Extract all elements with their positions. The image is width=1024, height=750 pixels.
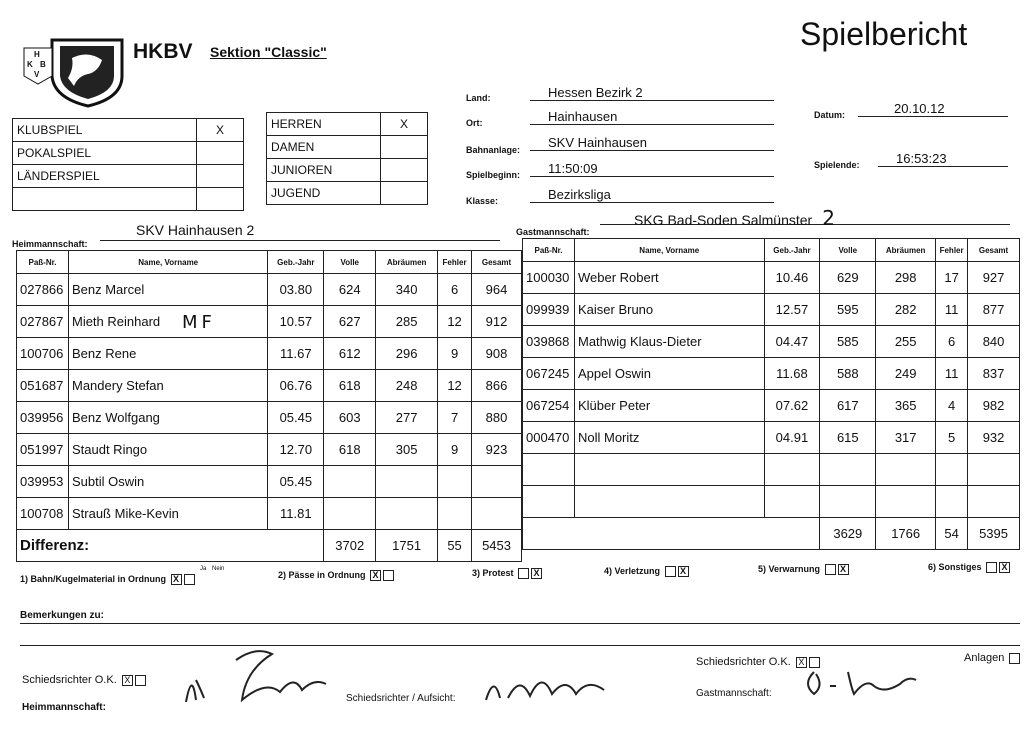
home-header-row bbox=[17, 251, 522, 274]
pass-nr-cell[interactable]: 100706 bbox=[17, 338, 69, 370]
gesamt-cell[interactable]: 866 bbox=[472, 370, 522, 402]
match-type-label: LÄNDERSPIEL bbox=[13, 165, 197, 188]
datum-value: 20.10.12 bbox=[894, 101, 945, 116]
birth-cell[interactable]: 10.46 bbox=[764, 262, 820, 294]
check-ja-box[interactable] bbox=[825, 564, 836, 575]
fehler-cell[interactable] bbox=[936, 454, 968, 486]
ja-header: Ja bbox=[200, 566, 207, 572]
player-row bbox=[523, 486, 1020, 518]
abraeumen-cell[interactable] bbox=[376, 498, 438, 530]
category-check[interactable] bbox=[381, 182, 428, 205]
gesamt-cell[interactable]: 840 bbox=[968, 326, 1020, 358]
player-row bbox=[17, 274, 522, 306]
col-header: Fehler bbox=[438, 251, 472, 274]
match-type-row bbox=[13, 188, 244, 211]
guest-header-row bbox=[523, 239, 1020, 262]
player-row bbox=[523, 326, 1020, 358]
abraeumen-cell[interactable]: 249 bbox=[876, 358, 936, 390]
ende-value: 16:53:23 bbox=[896, 151, 947, 166]
player-row bbox=[17, 370, 522, 402]
gesamt-cell[interactable]: 932 bbox=[968, 422, 1020, 454]
col-header: Paß-Nr. bbox=[17, 251, 69, 274]
volle-cell[interactable]: 585 bbox=[820, 326, 876, 358]
home-team-field[interactable] bbox=[100, 222, 500, 241]
beginn-field[interactable] bbox=[530, 160, 774, 177]
pass-nr-cell[interactable]: 027866 bbox=[17, 274, 69, 306]
match-type-check[interactable] bbox=[197, 188, 244, 211]
fehler-cell[interactable]: 17 bbox=[936, 262, 968, 294]
home-total-abraeumen[interactable]: 1751 bbox=[376, 530, 438, 562]
check-item bbox=[278, 570, 394, 581]
col-header: Gesamt bbox=[472, 251, 522, 274]
player-row bbox=[523, 422, 1020, 454]
volle-cell[interactable] bbox=[820, 454, 876, 486]
guest-totals-row bbox=[523, 518, 1020, 550]
gesamt-cell[interactable]: 912 bbox=[472, 306, 522, 338]
check-label: 2) Pässe in Ordnung bbox=[278, 570, 366, 580]
klasse-label: Klasse: bbox=[466, 196, 499, 206]
guest-total-fehler[interactable]: 54 bbox=[936, 518, 968, 550]
match-type-table bbox=[12, 118, 244, 211]
logo-letter: K bbox=[27, 60, 33, 69]
birth-cell[interactable]: 11.81 bbox=[268, 498, 324, 530]
abraeumen-cell[interactable]: 365 bbox=[876, 390, 936, 422]
check-item bbox=[928, 562, 1010, 573]
name-cell[interactable]: Staudt Ringo bbox=[68, 434, 267, 466]
abraeumen-cell[interactable] bbox=[376, 466, 438, 498]
gesamt-cell[interactable] bbox=[472, 466, 522, 498]
check-ja-box[interactable] bbox=[986, 562, 997, 573]
bemerkungen-label: Bemerkungen zu: bbox=[20, 610, 104, 621]
volle-cell[interactable]: 588 bbox=[820, 358, 876, 390]
birth-cell[interactable]: 04.47 bbox=[764, 326, 820, 358]
name-cell[interactable]: Kaiser Bruno bbox=[574, 294, 764, 326]
pass-nr-cell[interactable]: 051997 bbox=[17, 434, 69, 466]
abraeumen-cell[interactable]: 255 bbox=[876, 326, 936, 358]
category-label: HERREN bbox=[267, 113, 381, 136]
bahn-label: Bahnanlage: bbox=[466, 145, 521, 155]
pass-nr-cell[interactable]: 039868 bbox=[523, 326, 575, 358]
check-nein-box[interactable] bbox=[383, 570, 394, 581]
section-name: Sektion "Classic" bbox=[210, 44, 327, 60]
fehler-cell[interactable]: 5 bbox=[936, 422, 968, 454]
gesamt-cell[interactable]: 927 bbox=[968, 262, 1020, 294]
match-type-row bbox=[13, 165, 244, 188]
name-cell[interactable]: Benz Marcel bbox=[68, 274, 267, 306]
pass-nr-cell[interactable]: 000470 bbox=[523, 422, 575, 454]
abraeumen-cell[interactable]: 317 bbox=[876, 422, 936, 454]
volle-cell[interactable] bbox=[820, 486, 876, 518]
ende-field[interactable] bbox=[878, 150, 1008, 167]
nein-header: Nein bbox=[212, 566, 225, 572]
birth-cell[interactable]: 05.45 bbox=[268, 466, 324, 498]
home-totals-row bbox=[17, 530, 522, 562]
referee-ok-label: Schiedsrichter O.K. bbox=[22, 674, 117, 686]
guest-totals-spacer bbox=[523, 518, 820, 550]
bahn-value: SKV Hainhausen bbox=[548, 135, 648, 150]
check-label: 1) Bahn/Kugelmaterial in Ordnung bbox=[20, 574, 167, 584]
volle-cell[interactable] bbox=[324, 466, 376, 498]
pass-nr-cell[interactable] bbox=[523, 486, 575, 518]
abraeumen-cell[interactable] bbox=[876, 454, 936, 486]
pass-nr-cell[interactable]: 039956 bbox=[17, 402, 69, 434]
gesamt-cell[interactable] bbox=[968, 486, 1020, 518]
gesamt-cell[interactable]: 982 bbox=[968, 390, 1020, 422]
check-ja-box[interactable] bbox=[518, 568, 529, 579]
ok-ja-box[interactable]: X bbox=[122, 675, 133, 686]
abraeumen-cell[interactable] bbox=[876, 486, 936, 518]
col-header: Geb.-Jahr bbox=[268, 251, 324, 274]
col-header: Name, Vorname bbox=[68, 251, 267, 274]
birth-cell[interactable] bbox=[764, 454, 820, 486]
category-label: JUGEND bbox=[267, 182, 381, 205]
birth-cell[interactable]: 07.62 bbox=[764, 390, 820, 422]
fehler-cell[interactable]: 11 bbox=[936, 358, 968, 390]
category-check[interactable] bbox=[381, 136, 428, 159]
check-item bbox=[20, 574, 195, 585]
check-nein-box[interactable]: X bbox=[678, 566, 689, 577]
bahn-field[interactable] bbox=[530, 134, 774, 151]
abraeumen-cell[interactable]: 282 bbox=[876, 294, 936, 326]
check-nein-box[interactable]: X bbox=[999, 562, 1010, 573]
match-type-label: KLUBSPIEL bbox=[13, 119, 197, 142]
pass-nr-cell[interactable]: 099939 bbox=[523, 294, 575, 326]
gesamt-cell[interactable]: 880 bbox=[472, 402, 522, 434]
fehler-cell[interactable] bbox=[438, 498, 472, 530]
abraeumen-cell[interactable]: 285 bbox=[376, 306, 438, 338]
name-cell[interactable]: Subtil Oswin bbox=[68, 466, 267, 498]
birth-cell[interactable]: 05.45 bbox=[268, 402, 324, 434]
check-ja-box[interactable] bbox=[665, 566, 676, 577]
guest-team-label: Gastmannschaft: bbox=[516, 227, 590, 237]
category-label: DAMEN bbox=[267, 136, 381, 159]
home-referee-ok bbox=[22, 674, 146, 686]
check-item bbox=[758, 564, 849, 575]
name-cell[interactable]: Mathwig Klaus-Dieter bbox=[574, 326, 764, 358]
birth-cell[interactable]: 12.70 bbox=[268, 434, 324, 466]
logo-letter: V bbox=[34, 70, 40, 79]
player-row bbox=[17, 306, 522, 338]
gesamt-cell[interactable]: 908 bbox=[472, 338, 522, 370]
player-row bbox=[523, 390, 1020, 422]
col-header: Volle bbox=[324, 251, 376, 274]
volle-cell[interactable]: 624 bbox=[324, 274, 376, 306]
home-total-fehler[interactable]: 55 bbox=[438, 530, 472, 562]
name-cell[interactable]: Benz Wolfgang bbox=[68, 402, 267, 434]
guest-signature bbox=[800, 664, 920, 700]
org-name: HKBV bbox=[133, 40, 193, 63]
diff-label: Differenz: bbox=[17, 530, 324, 562]
check-label: 5) Verwarnung bbox=[758, 564, 821, 574]
fehler-cell[interactable]: 12 bbox=[438, 370, 472, 402]
logo-letter: H bbox=[34, 50, 40, 59]
name-cell[interactable]: Benz Rene bbox=[68, 338, 267, 370]
birth-cell[interactable]: 04.91 bbox=[764, 422, 820, 454]
checks-row bbox=[20, 562, 1020, 596]
volle-cell[interactable]: 618 bbox=[324, 434, 376, 466]
referee-ok-label: Schiedsrichter O.K. bbox=[696, 656, 791, 668]
name-cell[interactable]: Mieth Reinhard bbox=[68, 306, 267, 338]
category-row bbox=[267, 113, 428, 136]
abraeumen-cell[interactable]: 277 bbox=[376, 402, 438, 434]
match-type-row bbox=[13, 142, 244, 165]
home-team-label: Heimmannschaft: bbox=[12, 239, 88, 249]
col-header: Fehler bbox=[936, 239, 968, 262]
match-type-row bbox=[13, 119, 244, 142]
player-row bbox=[17, 466, 522, 498]
datum-field[interactable] bbox=[858, 100, 1008, 117]
check-nein-box[interactable]: X bbox=[531, 568, 542, 579]
col-header: Geb.-Jahr bbox=[764, 239, 820, 262]
player-row bbox=[17, 402, 522, 434]
fehler-cell[interactable]: 7 bbox=[438, 402, 472, 434]
abraeumen-cell[interactable]: 298 bbox=[876, 262, 936, 294]
check-ja-box[interactable]: X bbox=[370, 570, 381, 581]
pass-nr-cell[interactable]: 027867 bbox=[17, 306, 69, 338]
abraeumen-cell[interactable]: 296 bbox=[376, 338, 438, 370]
land-field[interactable] bbox=[530, 84, 774, 101]
home-score-table bbox=[16, 250, 522, 562]
col-header: Paß-Nr. bbox=[523, 239, 575, 262]
match-type-check[interactable] bbox=[197, 165, 244, 188]
ort-label: Ort: bbox=[466, 118, 483, 128]
check-item bbox=[604, 566, 689, 577]
player-row bbox=[523, 358, 1020, 390]
guest-team-field[interactable] bbox=[600, 206, 1010, 230]
hkbv-logo bbox=[22, 36, 127, 108]
gesamt-cell[interactable] bbox=[472, 498, 522, 530]
match-type-check[interactable] bbox=[197, 142, 244, 165]
col-header: Gesamt bbox=[968, 239, 1020, 262]
beginn-value: 11:50:09 bbox=[548, 161, 598, 176]
volle-cell[interactable]: 595 bbox=[820, 294, 876, 326]
gesamt-cell[interactable]: 877 bbox=[968, 294, 1020, 326]
birth-cell[interactable] bbox=[764, 486, 820, 518]
ok-ja-box[interactable]: X bbox=[796, 657, 807, 668]
home-sign-label: Heimmannschaft: bbox=[22, 702, 106, 713]
birth-cell[interactable]: 06.76 bbox=[268, 370, 324, 402]
check-nein-box[interactable]: X bbox=[838, 564, 849, 575]
check-item bbox=[472, 568, 542, 579]
pass-nr-cell[interactable]: 051687 bbox=[17, 370, 69, 402]
handwritten-annotation: MF bbox=[182, 312, 216, 333]
check-ja-box[interactable]: X bbox=[171, 574, 182, 585]
guest-score-table bbox=[522, 238, 1020, 550]
volle-cell[interactable]: 617 bbox=[820, 390, 876, 422]
gesamt-cell[interactable]: 923 bbox=[472, 434, 522, 466]
player-row bbox=[523, 262, 1020, 294]
ort-field[interactable] bbox=[530, 108, 774, 125]
pass-nr-cell[interactable]: 067245 bbox=[523, 358, 575, 390]
category-row bbox=[267, 182, 428, 205]
col-header: Abräumen bbox=[376, 251, 438, 274]
name-cell[interactable]: Strauß Mike-Kevin bbox=[68, 498, 267, 530]
guest-team-name: SKG Bad-Soden Salmünster bbox=[634, 212, 813, 228]
volle-cell[interactable]: 627 bbox=[324, 306, 376, 338]
match-type-label bbox=[13, 188, 197, 211]
gesamt-cell[interactable]: 964 bbox=[472, 274, 522, 306]
birth-cell[interactable]: 11.68 bbox=[764, 358, 820, 390]
player-row bbox=[17, 338, 522, 370]
klasse-value: Bezirksliga bbox=[548, 187, 611, 202]
ok-nein-box[interactable] bbox=[135, 675, 146, 686]
match-type-check[interactable]: X bbox=[197, 119, 244, 142]
guest-total-gesamt[interactable]: 5395 bbox=[968, 518, 1020, 550]
name-cell[interactable]: Appel Oswin bbox=[574, 358, 764, 390]
pass-nr-cell[interactable]: 039953 bbox=[17, 466, 69, 498]
ende-label: Spielende: bbox=[814, 160, 860, 170]
name-cell[interactable] bbox=[574, 486, 764, 518]
fehler-cell[interactable]: 6 bbox=[438, 274, 472, 306]
abraeumen-cell[interactable]: 248 bbox=[376, 370, 438, 402]
klasse-field[interactable] bbox=[530, 186, 774, 203]
fehler-cell[interactable] bbox=[438, 466, 472, 498]
check-label: 3) Protest bbox=[472, 568, 514, 578]
player-row bbox=[17, 434, 522, 466]
category-label: JUNIOREN bbox=[267, 159, 381, 182]
land-label: Land: bbox=[466, 93, 491, 103]
logo-letter: B bbox=[40, 60, 46, 69]
col-header: Abräumen bbox=[876, 239, 936, 262]
guest-sign-label: Gastmannschaft: bbox=[696, 688, 772, 699]
page-title: Spielbericht bbox=[800, 16, 968, 52]
match-type-label: POKALSPIEL bbox=[13, 142, 197, 165]
volle-cell[interactable]: 629 bbox=[820, 262, 876, 294]
col-header: Volle bbox=[820, 239, 876, 262]
datum-label: Datum: bbox=[814, 110, 845, 120]
home-signature bbox=[176, 640, 336, 710]
pass-nr-cell[interactable]: 100030 bbox=[523, 262, 575, 294]
name-cell[interactable]: Weber Robert bbox=[574, 262, 764, 294]
col-header: Name, Vorname bbox=[574, 239, 764, 262]
check-label: 6) Sonstiges bbox=[928, 562, 982, 572]
bemerkungen-line[interactable] bbox=[20, 622, 1020, 624]
category-check[interactable] bbox=[381, 159, 428, 182]
bemerkungen-line[interactable] bbox=[20, 644, 1020, 646]
fehler-cell[interactable]: 12 bbox=[438, 306, 472, 338]
volle-cell[interactable]: 612 bbox=[324, 338, 376, 370]
name-cell[interactable]: Klüber Peter bbox=[574, 390, 764, 422]
guest-total-volle[interactable]: 3629 bbox=[820, 518, 876, 550]
anlagen-label: Anlagen bbox=[964, 652, 1005, 664]
birth-cell[interactable]: 11.67 bbox=[268, 338, 324, 370]
name-cell[interactable]: Noll Moritz bbox=[574, 422, 764, 454]
gesamt-cell[interactable]: 837 bbox=[968, 358, 1020, 390]
aufsicht-label: Schiedsrichter / Aufsicht: bbox=[346, 693, 456, 704]
fehler-cell[interactable]: 6 bbox=[936, 326, 968, 358]
category-table bbox=[266, 112, 428, 205]
pass-nr-cell[interactable]: 100708 bbox=[17, 498, 69, 530]
player-row bbox=[523, 454, 1020, 486]
pass-nr-cell[interactable]: 067254 bbox=[523, 390, 575, 422]
abraeumen-cell[interactable]: 305 bbox=[376, 434, 438, 466]
land-value: Hessen Bezirk 2 bbox=[548, 85, 643, 100]
beginn-label: Spielbeginn: bbox=[466, 170, 520, 180]
fehler-cell[interactable] bbox=[936, 486, 968, 518]
pass-nr-cell[interactable] bbox=[523, 454, 575, 486]
category-row bbox=[267, 136, 428, 159]
fehler-cell[interactable]: 11 bbox=[936, 294, 968, 326]
category-row bbox=[267, 159, 428, 182]
referee-signature bbox=[480, 664, 620, 708]
player-row bbox=[17, 498, 522, 530]
player-row bbox=[523, 294, 1020, 326]
gesamt-cell[interactable] bbox=[968, 454, 1020, 486]
check-label: 4) Verletzung bbox=[604, 566, 661, 576]
fehler-cell[interactable]: 9 bbox=[438, 338, 472, 370]
anlagen bbox=[964, 652, 1020, 664]
volle-cell[interactable]: 603 bbox=[324, 402, 376, 434]
home-total-volle[interactable]: 3702 bbox=[324, 530, 376, 562]
guest-team-mark: 2 bbox=[822, 206, 835, 230]
birth-cell[interactable]: 03.80 bbox=[268, 274, 324, 306]
abraeumen-cell[interactable]: 340 bbox=[376, 274, 438, 306]
name-cell[interactable] bbox=[574, 454, 764, 486]
birth-cell[interactable]: 12.57 bbox=[764, 294, 820, 326]
category-check[interactable]: X bbox=[381, 113, 428, 136]
fehler-cell[interactable]: 4 bbox=[936, 390, 968, 422]
home-team-name: SKV Hainhausen 2 bbox=[136, 222, 255, 238]
name-cell[interactable]: Mandery Stefan bbox=[68, 370, 267, 402]
fehler-cell[interactable]: 9 bbox=[438, 434, 472, 466]
volle-cell[interactable]: 615 bbox=[820, 422, 876, 454]
ort-value: Hainhausen bbox=[548, 109, 618, 124]
home-total-gesamt[interactable]: 5453 bbox=[472, 530, 522, 562]
anlagen-box[interactable] bbox=[1009, 653, 1020, 664]
volle-cell[interactable] bbox=[324, 498, 376, 530]
birth-cell[interactable]: 10.57 bbox=[268, 306, 324, 338]
guest-total-abraeumen[interactable]: 1766 bbox=[876, 518, 936, 550]
volle-cell[interactable]: 618 bbox=[324, 370, 376, 402]
check-nein-box[interactable] bbox=[184, 574, 195, 585]
